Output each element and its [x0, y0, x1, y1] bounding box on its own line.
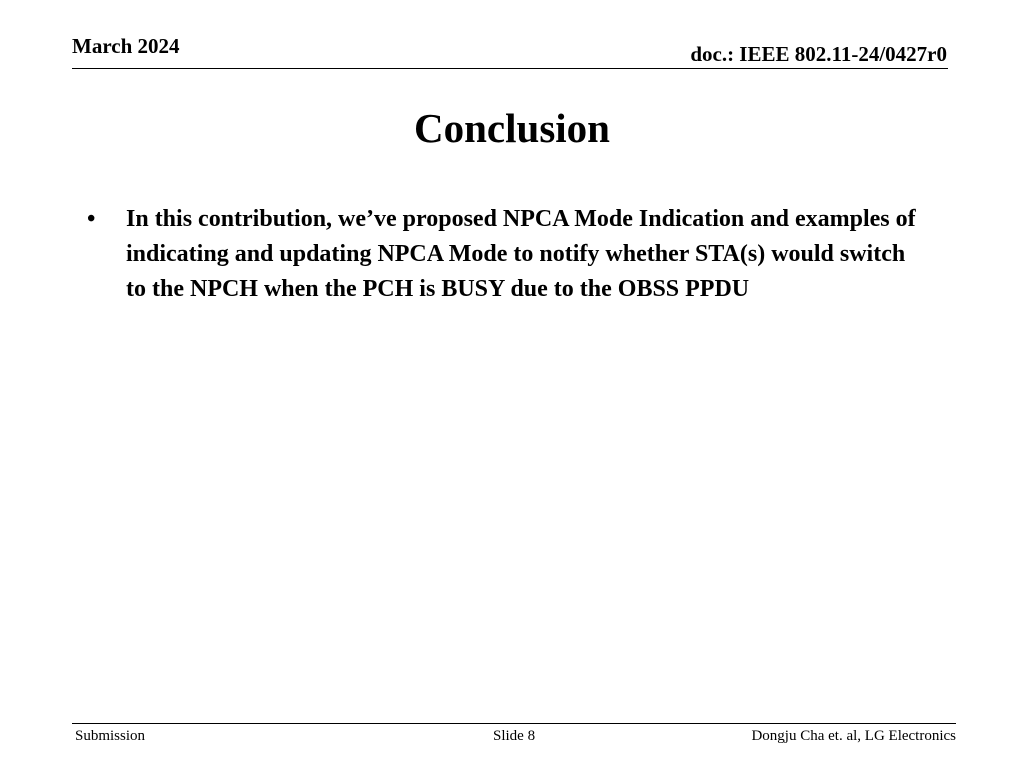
footer-divider [72, 723, 956, 724]
bullet-list [87, 202, 927, 307]
bullet-item [87, 202, 927, 307]
bullet-icon: • [87, 206, 96, 232]
footer-submission: Submission [75, 728, 146, 744]
footer-authors: Dongju Cha et. al, LG Electronics [751, 728, 956, 744]
slide-title: Conclusion [414, 105, 610, 151]
header-date: March 2024 [72, 34, 180, 58]
header-divider [72, 68, 948, 69]
bullet-text: In this contribution, we’ve proposed NPCA Mode Indication and examples of indicating and updating NPCA Mode to notify whether STA(s) would switch to the NPCH when the PCH is BUSY due to the OBSS PPDU [126, 206, 916, 302]
footer-slide-number: Slide 8 [493, 728, 536, 744]
header-document-id: doc.: IEEE 802.11-24/0427r0 [690, 42, 947, 66]
